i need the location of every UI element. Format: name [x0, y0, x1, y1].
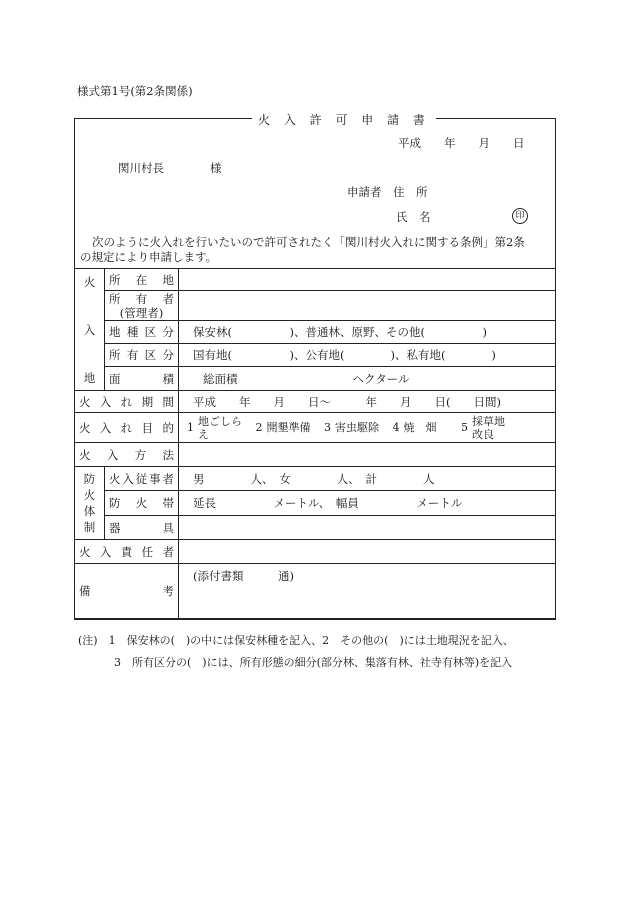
period-label: 火 入 れ 期 間: [75, 391, 179, 413]
applicant-address-label: 申請者 住 所: [347, 185, 428, 199]
area-value[interactable]: 総面積 ヘクタール: [179, 367, 556, 391]
purpose-value[interactable]: [179, 413, 556, 443]
responsible-label: 火 入 責 任 者: [75, 540, 179, 564]
remarks-label: [75, 564, 179, 619]
remarks-attachments: (添付書類 通): [193, 569, 294, 583]
applicant-name-label: 氏 名: [396, 210, 431, 224]
land-group-char-3: 地: [83, 370, 96, 385]
system-group-char-4: 制: [83, 520, 96, 534]
land-type-label: 地 種 区 分: [105, 321, 179, 344]
row-firebreak: [75, 491, 556, 516]
tools-value[interactable]: [179, 516, 556, 540]
addressee: 関川村長 様: [118, 161, 222, 175]
workers-value[interactable]: 男 人、 女 人、 計 人: [179, 467, 556, 491]
responsible-value[interactable]: [179, 540, 556, 564]
purpose-option[interactable]: 5 採草地改良: [461, 414, 505, 441]
firebreak-label: 防 火 帯: [105, 491, 179, 516]
system-group-char-3: 体: [83, 504, 96, 518]
remarks-label-char-2: 考: [162, 584, 174, 598]
purpose-option[interactable]: 4 焼 畑: [392, 420, 437, 435]
row-remarks: [75, 564, 556, 619]
location-label: 所 在 地: [105, 269, 179, 291]
row-area: [75, 367, 556, 391]
ownership-label: 所 有 区 分: [105, 344, 179, 367]
system-group-char-1: 防: [83, 472, 96, 486]
owner-label: [105, 291, 179, 321]
method-label: 火 入 方 法: [75, 443, 179, 467]
body-text-line-1: 次のように火入れを行いたいので許可されたく「関川村火入れに関する条例」第2条: [92, 235, 525, 249]
owner-value[interactable]: [179, 291, 556, 321]
row-responsible: [75, 540, 556, 564]
tools-label: 器 具: [105, 516, 179, 540]
body-text-line-2: の規定により申請します。: [80, 250, 218, 264]
land-type-value[interactable]: 保安林( )、普通林、原野、その他( ): [179, 321, 556, 344]
workers-label: 火入従事者: [105, 467, 179, 491]
period-value[interactable]: 平成 年 月 日〜 年 月 日( 日間): [179, 391, 556, 413]
row-purpose: [75, 413, 556, 443]
land-group-label: [75, 269, 105, 391]
date-line: 平成 年 月 日: [398, 136, 525, 150]
land-group-char-1: 火: [83, 274, 96, 289]
row-period: [75, 391, 556, 413]
remarks-label-char-1: 備: [79, 584, 91, 598]
purpose-label: 火 入 れ 目 的: [75, 413, 179, 443]
system-group-char-2: 火: [83, 488, 96, 502]
row-owner: [75, 291, 556, 321]
area-label: 面 積: [105, 367, 179, 391]
system-group-label: [75, 467, 105, 540]
notes-line-2: 3 所有区分の( )には、所有形態の細分(部分林、集落有林、社寺有林等)を記入: [114, 656, 513, 669]
purpose-option[interactable]: 1 地ごしらえ: [187, 414, 242, 441]
seal-icon: 印: [512, 207, 528, 224]
purpose-option[interactable]: 2 開墾準備: [255, 420, 311, 435]
form-id-label: 様式第1号(第2条関係): [77, 84, 193, 98]
ownership-value[interactable]: 国有地( )、公有地( )、私有地( ): [179, 344, 556, 367]
location-value[interactable]: [179, 269, 556, 291]
method-value[interactable]: [179, 443, 556, 467]
row-land-type: [75, 321, 556, 344]
firebreak-value[interactable]: 延長 メートル、 幅員 メートル: [179, 491, 556, 516]
row-workers: [75, 467, 556, 491]
row-location: [75, 269, 556, 291]
form-title: 火 入 許 可 申 請 書: [252, 111, 436, 128]
owner-label-line-2: (管理者): [119, 305, 164, 320]
row-tools: [75, 516, 556, 540]
row-ownership: [75, 344, 556, 367]
remarks-value[interactable]: [179, 564, 556, 619]
application-table: [74, 268, 556, 619]
notes-line-1: (注) 1 保安林の( )の中には保安林種を記入、2 その他の( )には土地現況を記入、: [78, 634, 514, 647]
purpose-option[interactable]: 3 害虫駆除: [324, 420, 379, 435]
row-method: [75, 443, 556, 467]
owner-label-line-1: 所 有 者: [109, 291, 174, 306]
land-group-char-2: 入: [83, 322, 96, 337]
